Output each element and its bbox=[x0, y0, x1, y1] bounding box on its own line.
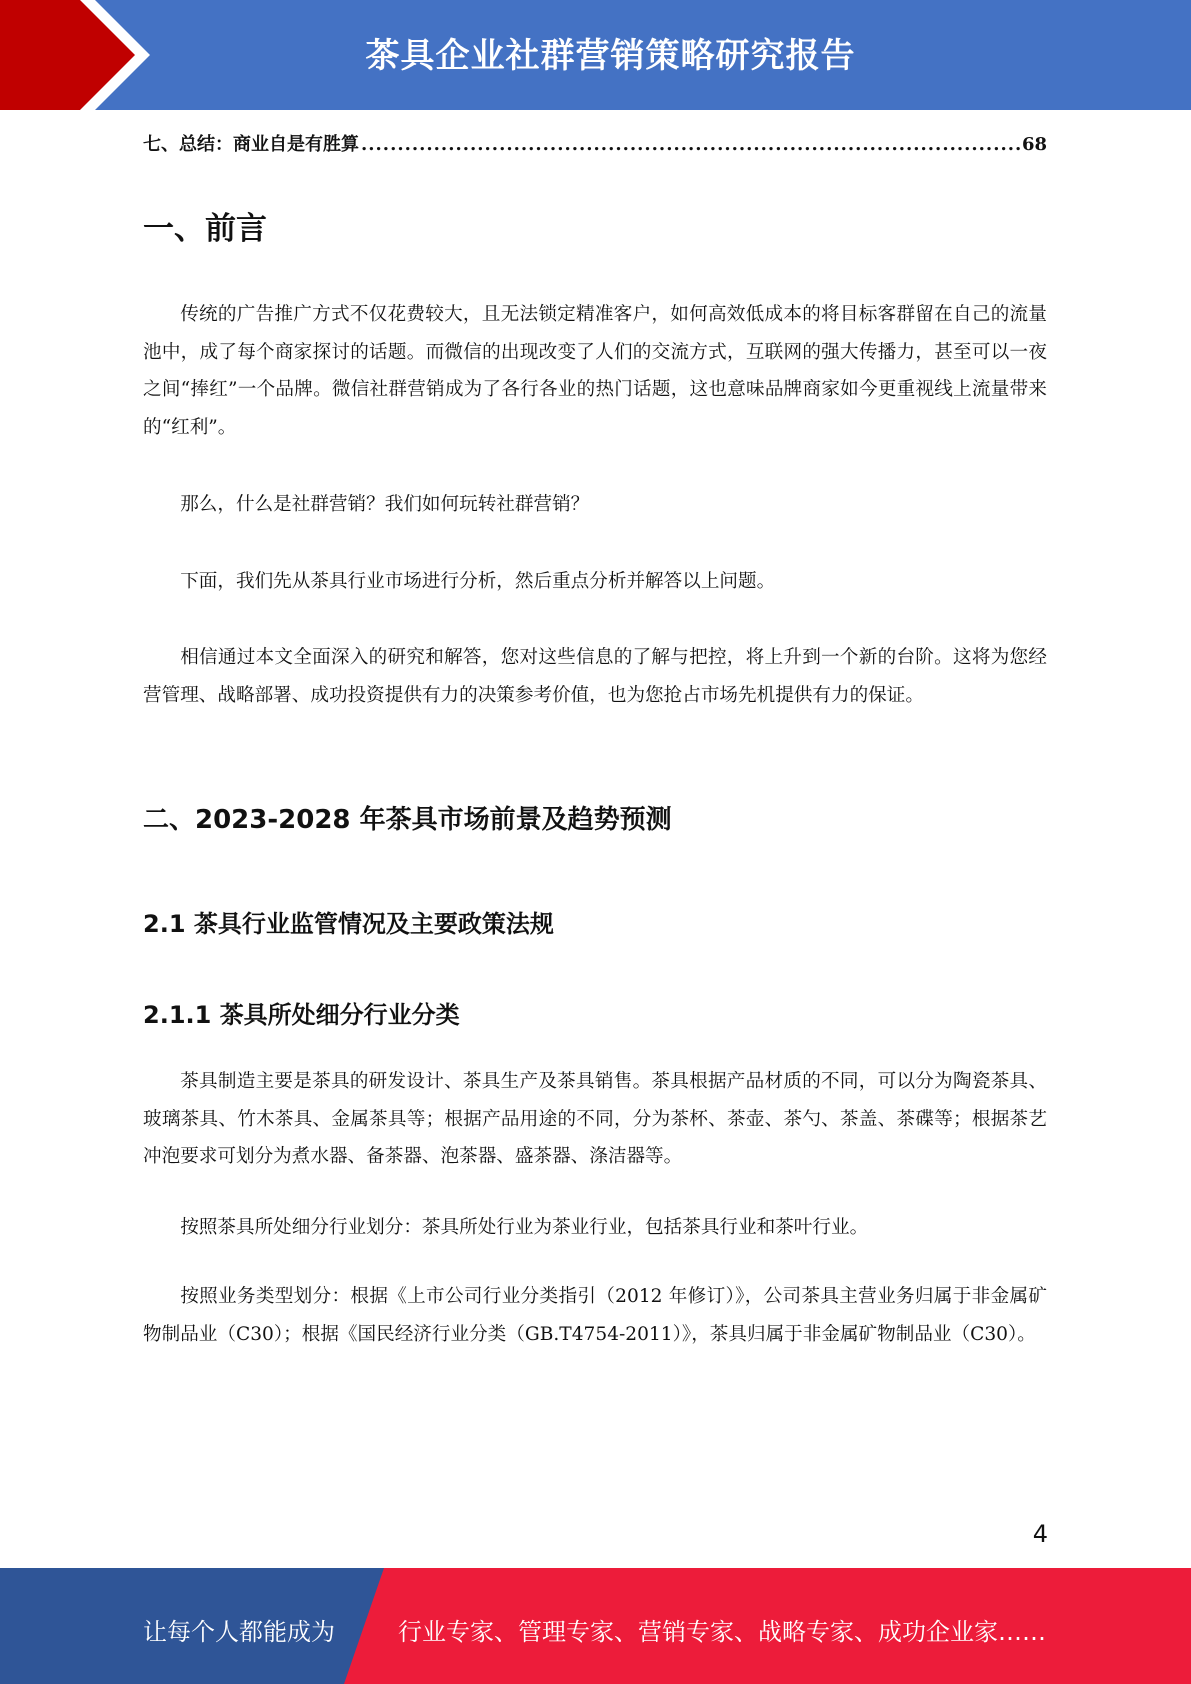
paragraph-preface-4: 相信通过本文全面深入的研究和解答，您对这些信息的了解与把控，将上升到一个新的台阶。这将为您经营管理、战略部署、成功投资提供有力的决策参考价值，也为您抢占市场先机提供有力的保证。 bbox=[143, 647, 1047, 706]
toc-entry-page: 68 bbox=[1021, 134, 1047, 155]
toc-entry-title: 七、总结：商业自是有胜算 bbox=[143, 134, 359, 155]
paragraph-classification-2: 按照茶具所处细分行业划分：茶具所处行业为茶业行业，包括茶具行业和茶叶行业。 bbox=[180, 1217, 869, 1238]
toc-leader-dots bbox=[361, 134, 1020, 155]
page-header bbox=[0, 0, 1191, 110]
subsection-heading-regulation: 2.1 茶具行业监管情况及主要政策法规 bbox=[143, 910, 554, 938]
toc-entry[interactable] bbox=[143, 130, 1047, 156]
footer-slogan-left: 让每个人都能成为 bbox=[143, 1618, 335, 1646]
page-number: 4 bbox=[1032, 1520, 1048, 1548]
paragraph-preface-1: 传统的广告推广方式不仅花费较大，且无法锁定精准客户，如何高效低成本的将目标客群留在自己的流量池中，成了每个商家探讨的话题。而微信的出现改变了人们的交流方式，互联网的强大传播力，甚至可以一夜之间“捧红”一个品牌。微信社群营销成为了各行各业的热门话题，这也意味品牌商家如今更重视线上流量带来的“红利”。 bbox=[143, 304, 1047, 438]
paragraph-preface-3: 下面，我们先从茶具行业市场进行分析，然后重点分析并解答以上问题。 bbox=[180, 571, 776, 592]
paragraph-preface-2: 那么，什么是社群营销？我们如何玩转社群营销？ bbox=[180, 494, 590, 515]
section-heading-forecast: 二、2023-2028 年茶具市场前景及趋势预测 bbox=[143, 805, 672, 835]
footer-slogan-right: 行业专家、管理专家、营销专家、战略专家、成功企业家…… bbox=[398, 1618, 1046, 1646]
paragraph-classification-1: 茶具制造主要是茶具的研发设计、茶具生产及茶具销售。茶具根据产品材质的不同，可以分为陶瓷茶具、玻璃茶具、竹木茶具、金属茶具等；根据产品用途的不同，分为茶杯、茶壶、茶勺、茶盖、茶碟等；根据茶艺冲泡要求可划分为煮水器、备茶器、泡茶器、盛茶器、涤洁器等。 bbox=[143, 1071, 1047, 1167]
paragraph-classification-3: 按照业务类型划分：根据《上市公司行业分类指引（2012 年修订）》，公司茶具主营业务归属于非金属矿物制品业（C30）；根据《国民经济行业分类（GB.T4754-2011）》，茶具归属于非金属矿物制品业（C30）。 bbox=[143, 1286, 1047, 1345]
page-footer bbox=[0, 1568, 1191, 1684]
subsubsection-heading-classification: 2.1.1 茶具所处细分行业分类 bbox=[143, 1001, 460, 1029]
report-title: 茶具企业社群营销策略研究报告 bbox=[365, 36, 856, 76]
section-heading-preface: 一、前言 bbox=[143, 211, 267, 247]
